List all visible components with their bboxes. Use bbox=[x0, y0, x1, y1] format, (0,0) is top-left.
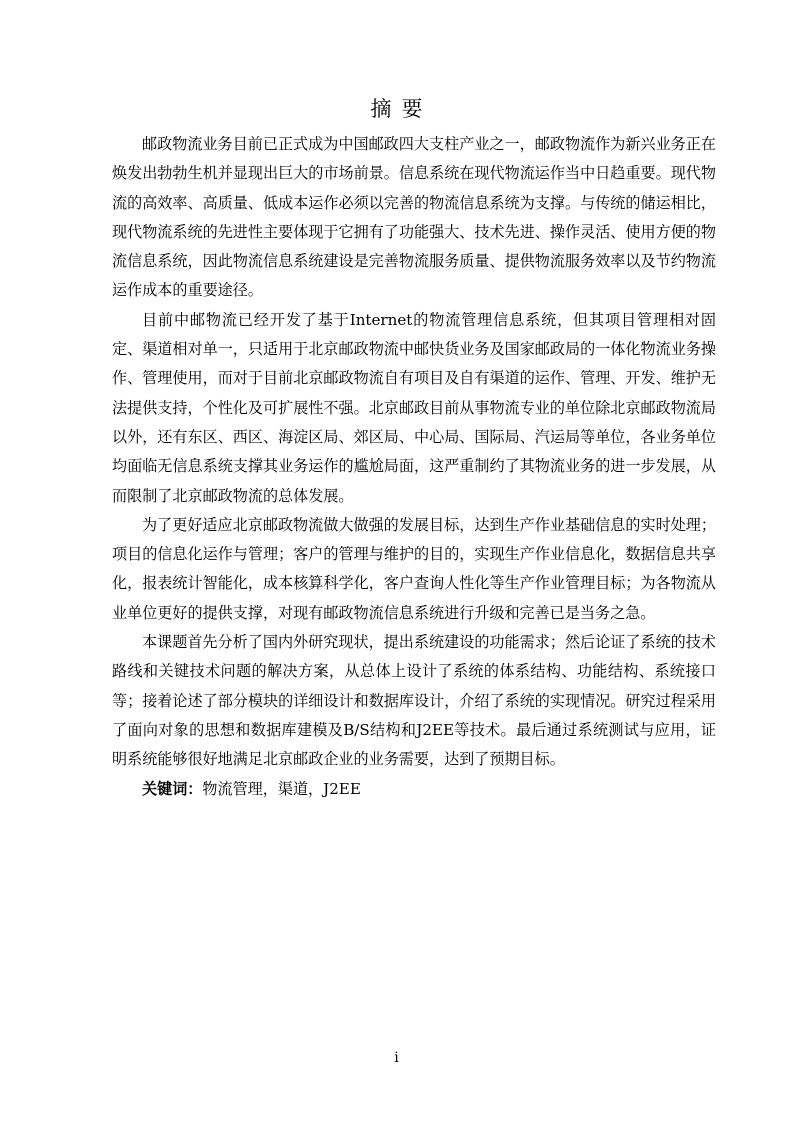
keywords-line bbox=[112, 775, 716, 804]
abstract-paragraph-2: 目前中邮物流已经开发了基于Internet的物流管理信息系统，但其项目管理相对固定、渠道相对单一，只适用于北京邮政物流中邮快货业务及国家邮政局的一体化物流业务操作、管理使用，而对于目前北京邮政物流自有项目及自有渠道的运作、管理、开发、维护无法提供支持，个性化及可扩展性不强。北京邮政目前从事物流专业的单位除北京邮政物流局以外，还有东区、西区、海淀区局、郊区局、中心局、国际局、汽运局等单位，各业务单位均面临无信息系统支撑其业务运作的尴尬局面，这严重制约了其物流业务的进一步发展，从而限制了北京邮政物流的总体发展。 bbox=[112, 310, 716, 505]
keywords-label: 关键词： bbox=[142, 779, 203, 798]
abstract-body bbox=[112, 130, 716, 804]
abstract-title: 摘要 bbox=[370, 97, 433, 121]
abstract-paragraph-1: 邮政物流业务目前已正式成为中国邮政四大支柱产业之一，邮政物流作为新兴业务正在焕发出勃勃生机并显现出巨大的市场前景。信息系统在现代物流运作当中日趋重要。现代物流的高效率、高质量、低成本运作必须以完善的物流信息系统为支撑。与传统的储运相比，现代物流系统的先进性主要体现于它拥有了功能强大、技术先进、操作灵活、使用方便的物流信息系统，因此物流信息系统建设是完善物流服务质量、提供物流服务效率以及节约物流运作成本的重要途径。 bbox=[112, 135, 716, 300]
abstract-paragraph-4: 本课题首先分析了国内外研究现状，提出系统建设的功能需求；然后论证了系统的技术路线和关键技术问题的解决方案，从总体上设计了系统的体系结构、功能结构、系统接口等；接着论述了部分模块的详细设计和数据库设计，介绍了系统的实现情况。研究过程采用了面向对象的思想和数据库建模及B/S结构和J2EE等技术。最后通过系统测试与应用，证明系统能够很好地满足北京邮政企业的业务需要，达到了预期目标。 bbox=[112, 633, 716, 769]
abstract-paragraph-3: 为了更好适应北京邮政物流做大做强的发展目标，达到生产作业基础信息的实时处理；项目的信息化运作与管理；客户的管理与维护的目的，实现生产作业信息化，数据信息共享化，报表统计智能化，成本核算科学化，客户查询人性化等生产作业管理目标；为各物流从业单位更好的提供支撑，对现有邮政物流信息系统进行升级和完善已是当务之急。 bbox=[112, 515, 716, 622]
keywords-text: 物流管理，渠道，J2EE bbox=[202, 779, 361, 798]
page-number: i bbox=[394, 1050, 399, 1066]
